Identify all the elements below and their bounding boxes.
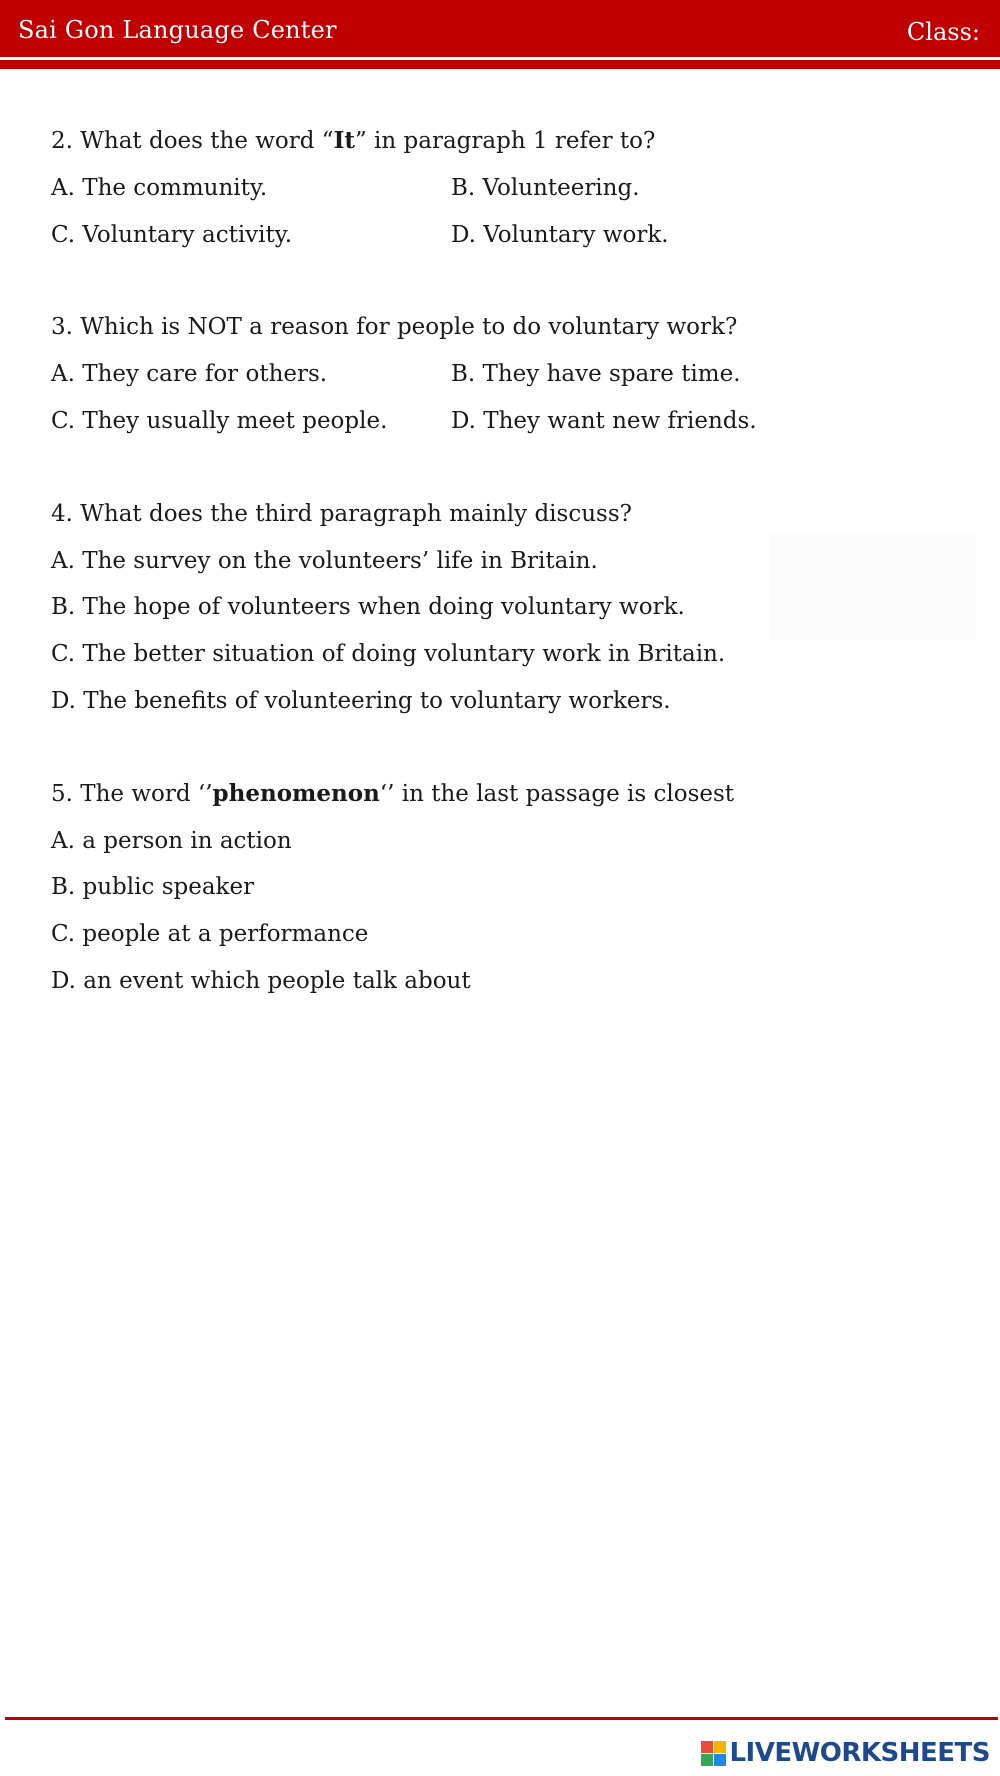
option-c[interactable]: C. They usually meet people. [51,407,388,434]
brand-text: LIVEWORKSHEETS [729,1738,990,1768]
question-5 [51,771,981,1005]
prompt-bold-word: It [333,127,355,154]
prompt-text: 2. What does the word “ [51,128,334,154]
question-prompt: 4. What does the third paragraph mainly discuss? [51,500,632,527]
option-d[interactable]: D. Voluntary work. [451,221,669,248]
question-3 [51,304,981,444]
option-d[interactable]: D. The benefits of volunteering to voluntary workers. [51,687,671,714]
option-a[interactable]: A. The survey on the volunteers’ life in Britain. [51,547,598,574]
question-prompt [51,118,981,165]
worksheet-content [51,118,981,1051]
question-4 [51,491,981,725]
option-b[interactable]: B. public speaker [51,874,255,901]
option-a[interactable]: A. They care for others. [51,361,328,388]
logo-square [714,1754,726,1766]
header-bar [0,0,1000,57]
option-a[interactable]: A. a person in action [51,827,292,854]
option-c[interactable]: C. Voluntary activity. [51,221,293,248]
option-d[interactable]: D. They want new friends. [451,407,757,434]
option-row [51,398,981,445]
option-a[interactable]: A. The community. [51,174,268,201]
center-title: Sai Gon Language Center [18,16,337,44]
prompt-text: ‘’ in the last passage is closest [379,780,735,807]
header-bottom-band [0,60,1000,69]
question-prompt: 3. Which is NOT a reason for people to do voluntary work? [51,314,738,341]
liveworksheets-logo-icon [701,1741,726,1766]
prompt-text: 5. The word ‘’ [51,780,213,807]
liveworksheets-logo[interactable] [701,1738,990,1768]
option-row [51,212,981,259]
footer-divider [5,1717,998,1720]
option-row [51,351,981,398]
logo-square [701,1741,713,1753]
option-row [51,165,981,212]
logo-square [714,1741,726,1753]
question-prompt [51,771,981,818]
option-c[interactable]: C. The better situation of doing voluntary work in Britain. [51,641,726,668]
class-label: Class: [906,18,980,46]
option-b[interactable]: B. The hope of volunteers when doing voluntary work. [51,594,685,621]
option-b[interactable]: B. They have spare time. [451,361,741,388]
prompt-text: ” in paragraph 1 refer to? [354,128,656,154]
prompt-bold-word: phenomenon [212,779,380,807]
question-2 [51,118,981,258]
option-b[interactable]: B. Volunteering. [451,174,640,201]
option-c[interactable]: C. people at a performance [51,921,369,948]
option-d[interactable]: D. an event which people talk about [51,967,471,994]
logo-square [701,1754,713,1766]
